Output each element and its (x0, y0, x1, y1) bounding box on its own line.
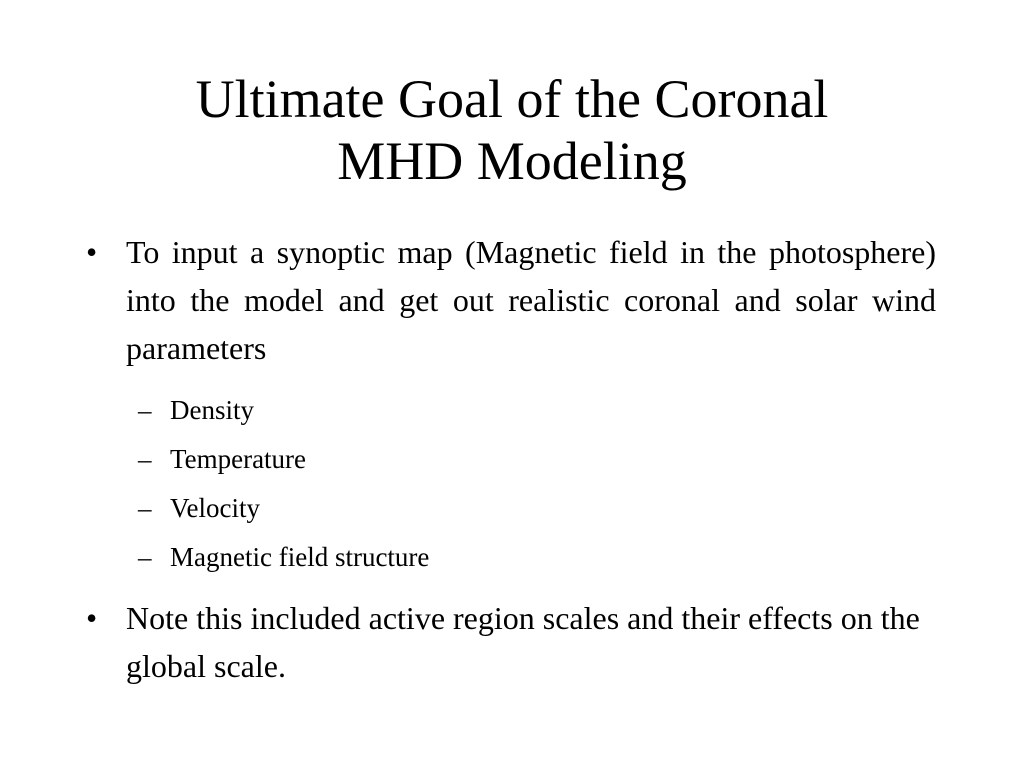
slide-body (86, 228, 936, 690)
bullet-text: To input a synoptic map (Magnetic field in the photosphere) into the model and get out realistic coronal and solar wind parameters (126, 234, 936, 366)
sub-bullet-item (86, 435, 936, 484)
slide-title-line-2: MHD Modeling (337, 131, 687, 191)
bullet-marker: • (86, 600, 98, 636)
sub-bullet-marker: – (138, 493, 152, 523)
sub-bullet-marker: – (138, 444, 152, 474)
slide-title-line-1: Ultimate Goal of the Coronal (195, 69, 829, 129)
slide-title (80, 68, 944, 192)
sub-bullet-item (86, 484, 936, 533)
sub-bullet-text: Magnetic field structure (170, 542, 430, 572)
sub-bullet-item (86, 386, 936, 435)
sub-bullet-text: Temperature (170, 444, 307, 474)
bullet-text: Note this included active region scales and their effects on the global scale. (126, 600, 920, 684)
sub-bullet-marker: – (138, 542, 152, 572)
sub-bullet-text: Density (170, 395, 254, 425)
sub-bullet-text: Velocity (170, 493, 260, 523)
bullet-marker: • (86, 234, 98, 270)
sub-bullet-marker: – (138, 395, 152, 425)
sub-bullet-list (86, 386, 936, 582)
bullet-item (86, 228, 936, 372)
sub-bullet-item (86, 533, 936, 582)
bullet-item (86, 594, 936, 690)
